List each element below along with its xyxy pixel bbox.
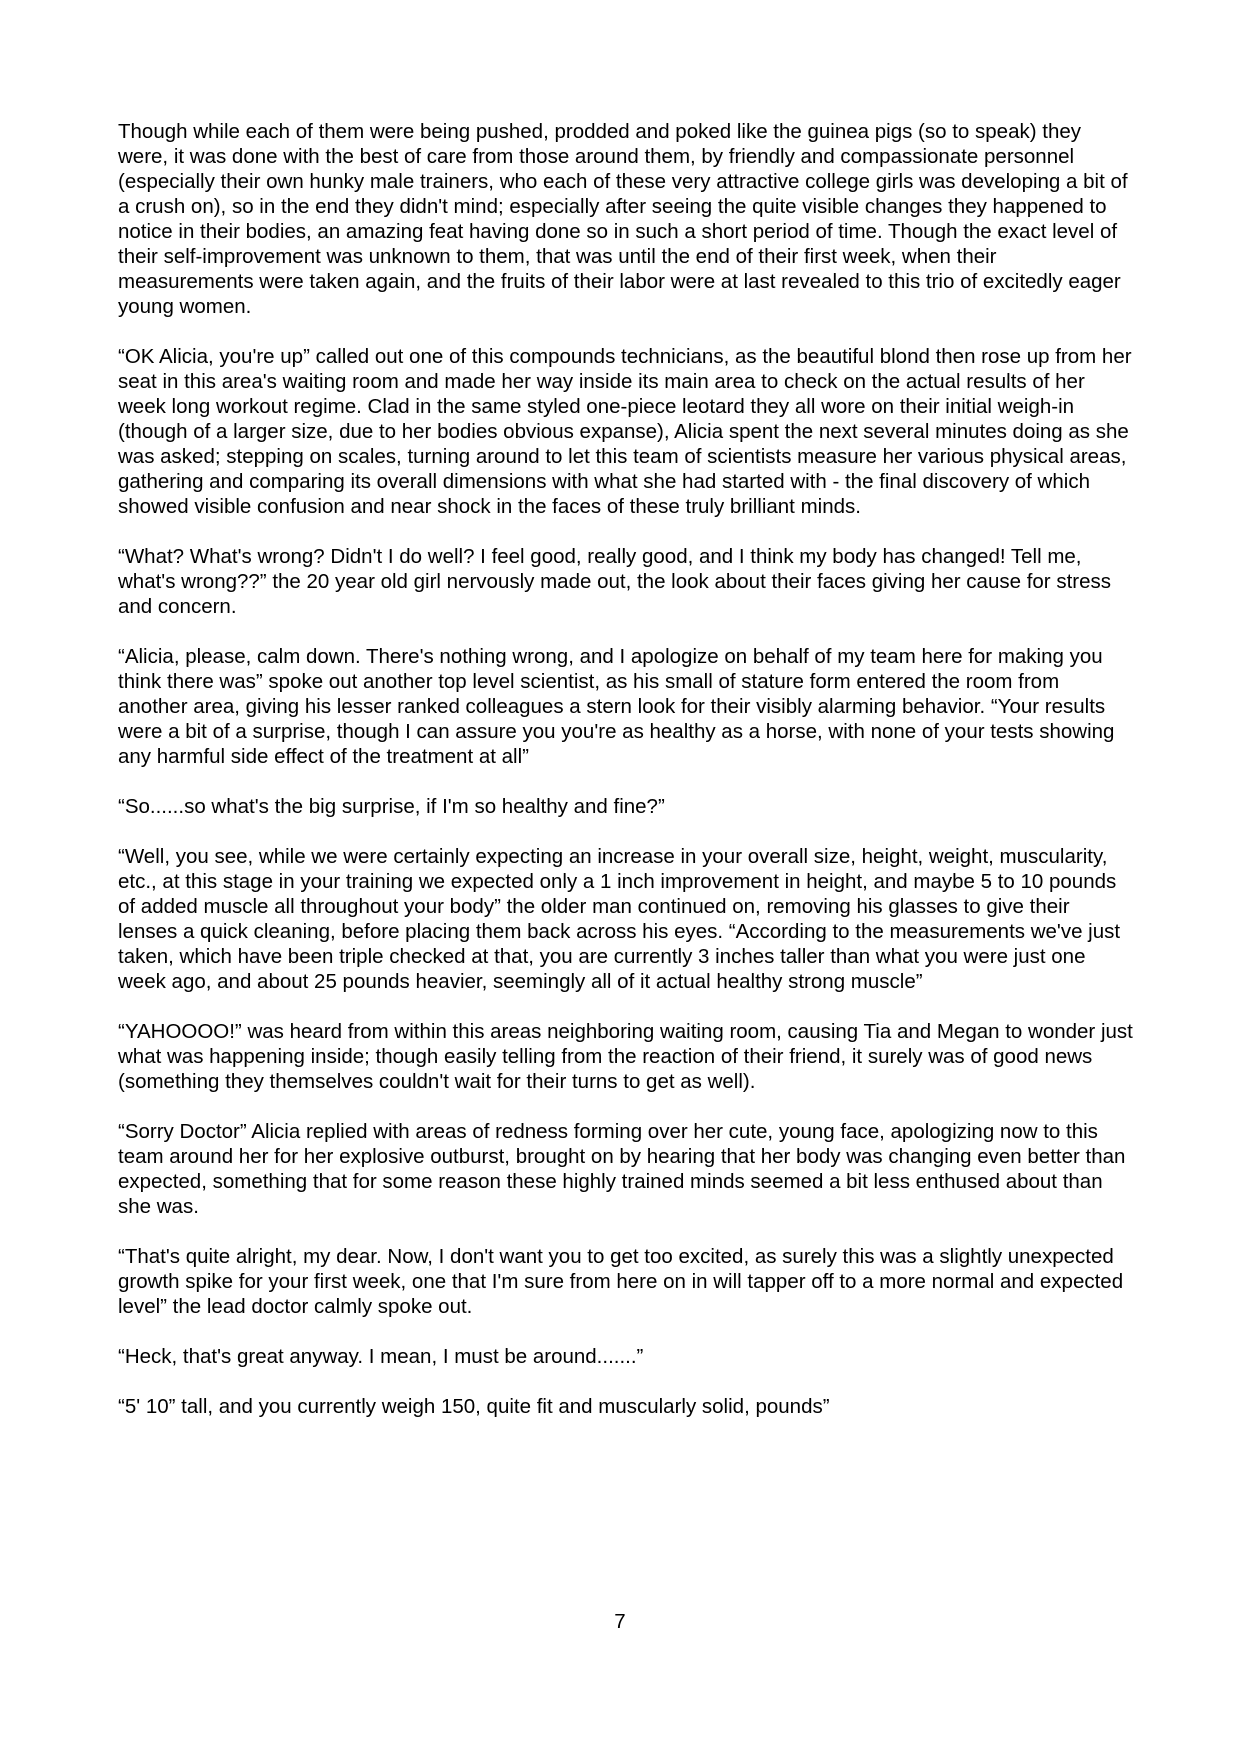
paragraph: “Alicia, please, calm down. There's nothing wrong, and I apologize on behalf of my team here for making you think there was” spoke out another top level scientist, as his small of stature form entered the room from another area, giving his lesser ranked colleagues a stern look for their visibly alarming behavior. “Your results were a bit of a surprise, though I can assure you you're as healthy as a horse, with none of your tests showing any harmful side effect of the treatment at all” [118,645,1115,768]
paragraph: “YAHOOOO!” was heard from within this areas neighboring waiting room, causing Tia and Megan to wonder just what was happening inside; though easily telling from the reaction of their friend, it surely was of good news (something they themselves couldn't wait for their turns to get as well). [118,1020,1133,1093]
paragraph: “What? What's wrong? Didn't I do well? I feel good, really good, and I think my body has changed! Tell me, what's wrong??” the 20 year old girl nervously made out, the look about their faces giving her cause for stress and concern. [118,545,1111,618]
paragraph: “So......so what's the big surprise, if I'm so healthy and fine?” [118,795,665,818]
document-body [118,119,1133,1444]
paragraph: “Well, you see, while we were certainly expecting an increase in your overall size, height, weight, muscularity, etc., at this stage in your training we expected only a 1 inch improvement in height, and maybe 5 to 10 pounds of added muscle all throughout your body” the older man continued on, removing his glasses to give their lenses a quick cleaning, before placing them back across his eyes. “According to the measurements we've just taken, which have been triple checked at that, you are currently 3 inches taller than what you were just one week ago, and about 25 pounds heavier, seemingly all of it actual healthy strong muscle” [118,845,1121,993]
paragraph: “That's quite alright, my dear. Now, I don't want you to get too excited, as surely this was a slightly unexpected growth spike for your first week, one that I'm sure from here on in will tapper off to a more normal and expected level” the lead doctor calmly spoke out. [118,1245,1124,1318]
paragraph: “OK Alicia, you're up” called out one of this compounds technicians, as the beautiful blond then rose up from her seat in this area's waiting room and made her way inside its main area to check on the actual results of her week long workout regime. Clad in the same styled one-piece leotard they all wore on their initial weigh-in (though of a larger size, due to her bodies obvious expanse), Alicia spent the next several minutes doing as she was asked; stepping on scales, turning around to let this team of scientists measure her various physical areas, gathering and comparing its overall dimensions with what she had started with - the final discovery of which showed visible confusion and near shock in the faces of these truly brilliant minds. [118,345,1132,518]
page-number: 7 [614,1610,626,1633]
paragraph: “5' 10” tall, and you currently weigh 150, quite fit and muscularly solid, pounds” [118,1395,830,1418]
paragraph: “Sorry Doctor” Alicia replied with areas of redness forming over her cute, young face, apologizing now to this team around her for her explosive outburst, brought on by hearing that her body was changing even better than expected, something that for some reason these highly trained minds seemed a bit less enthused about than she was. [118,1120,1126,1218]
paragraph: Though while each of them were being pushed, prodded and poked like the guinea pigs (so to speak) they were, it was done with the best of care from those around them, by friendly and compassionate personnel (especially their own hunky male trainers, who each of these very attractive college girls was developing a bit of a crush on), so in the end they didn't mind; especially after seeing the quite visible changes they happened to notice in their bodies, an amazing feat having done so in such a short period of time. Though the exact level of their self-improvement was unknown to them, that was until the end of their first week, when their measurements were taken again, and the fruits of their labor were at last revealed to this trio of excitedly eager young women. [118,120,1128,318]
paragraph: “Heck, that's great anyway. I mean, I must be around.......” [118,1345,644,1368]
